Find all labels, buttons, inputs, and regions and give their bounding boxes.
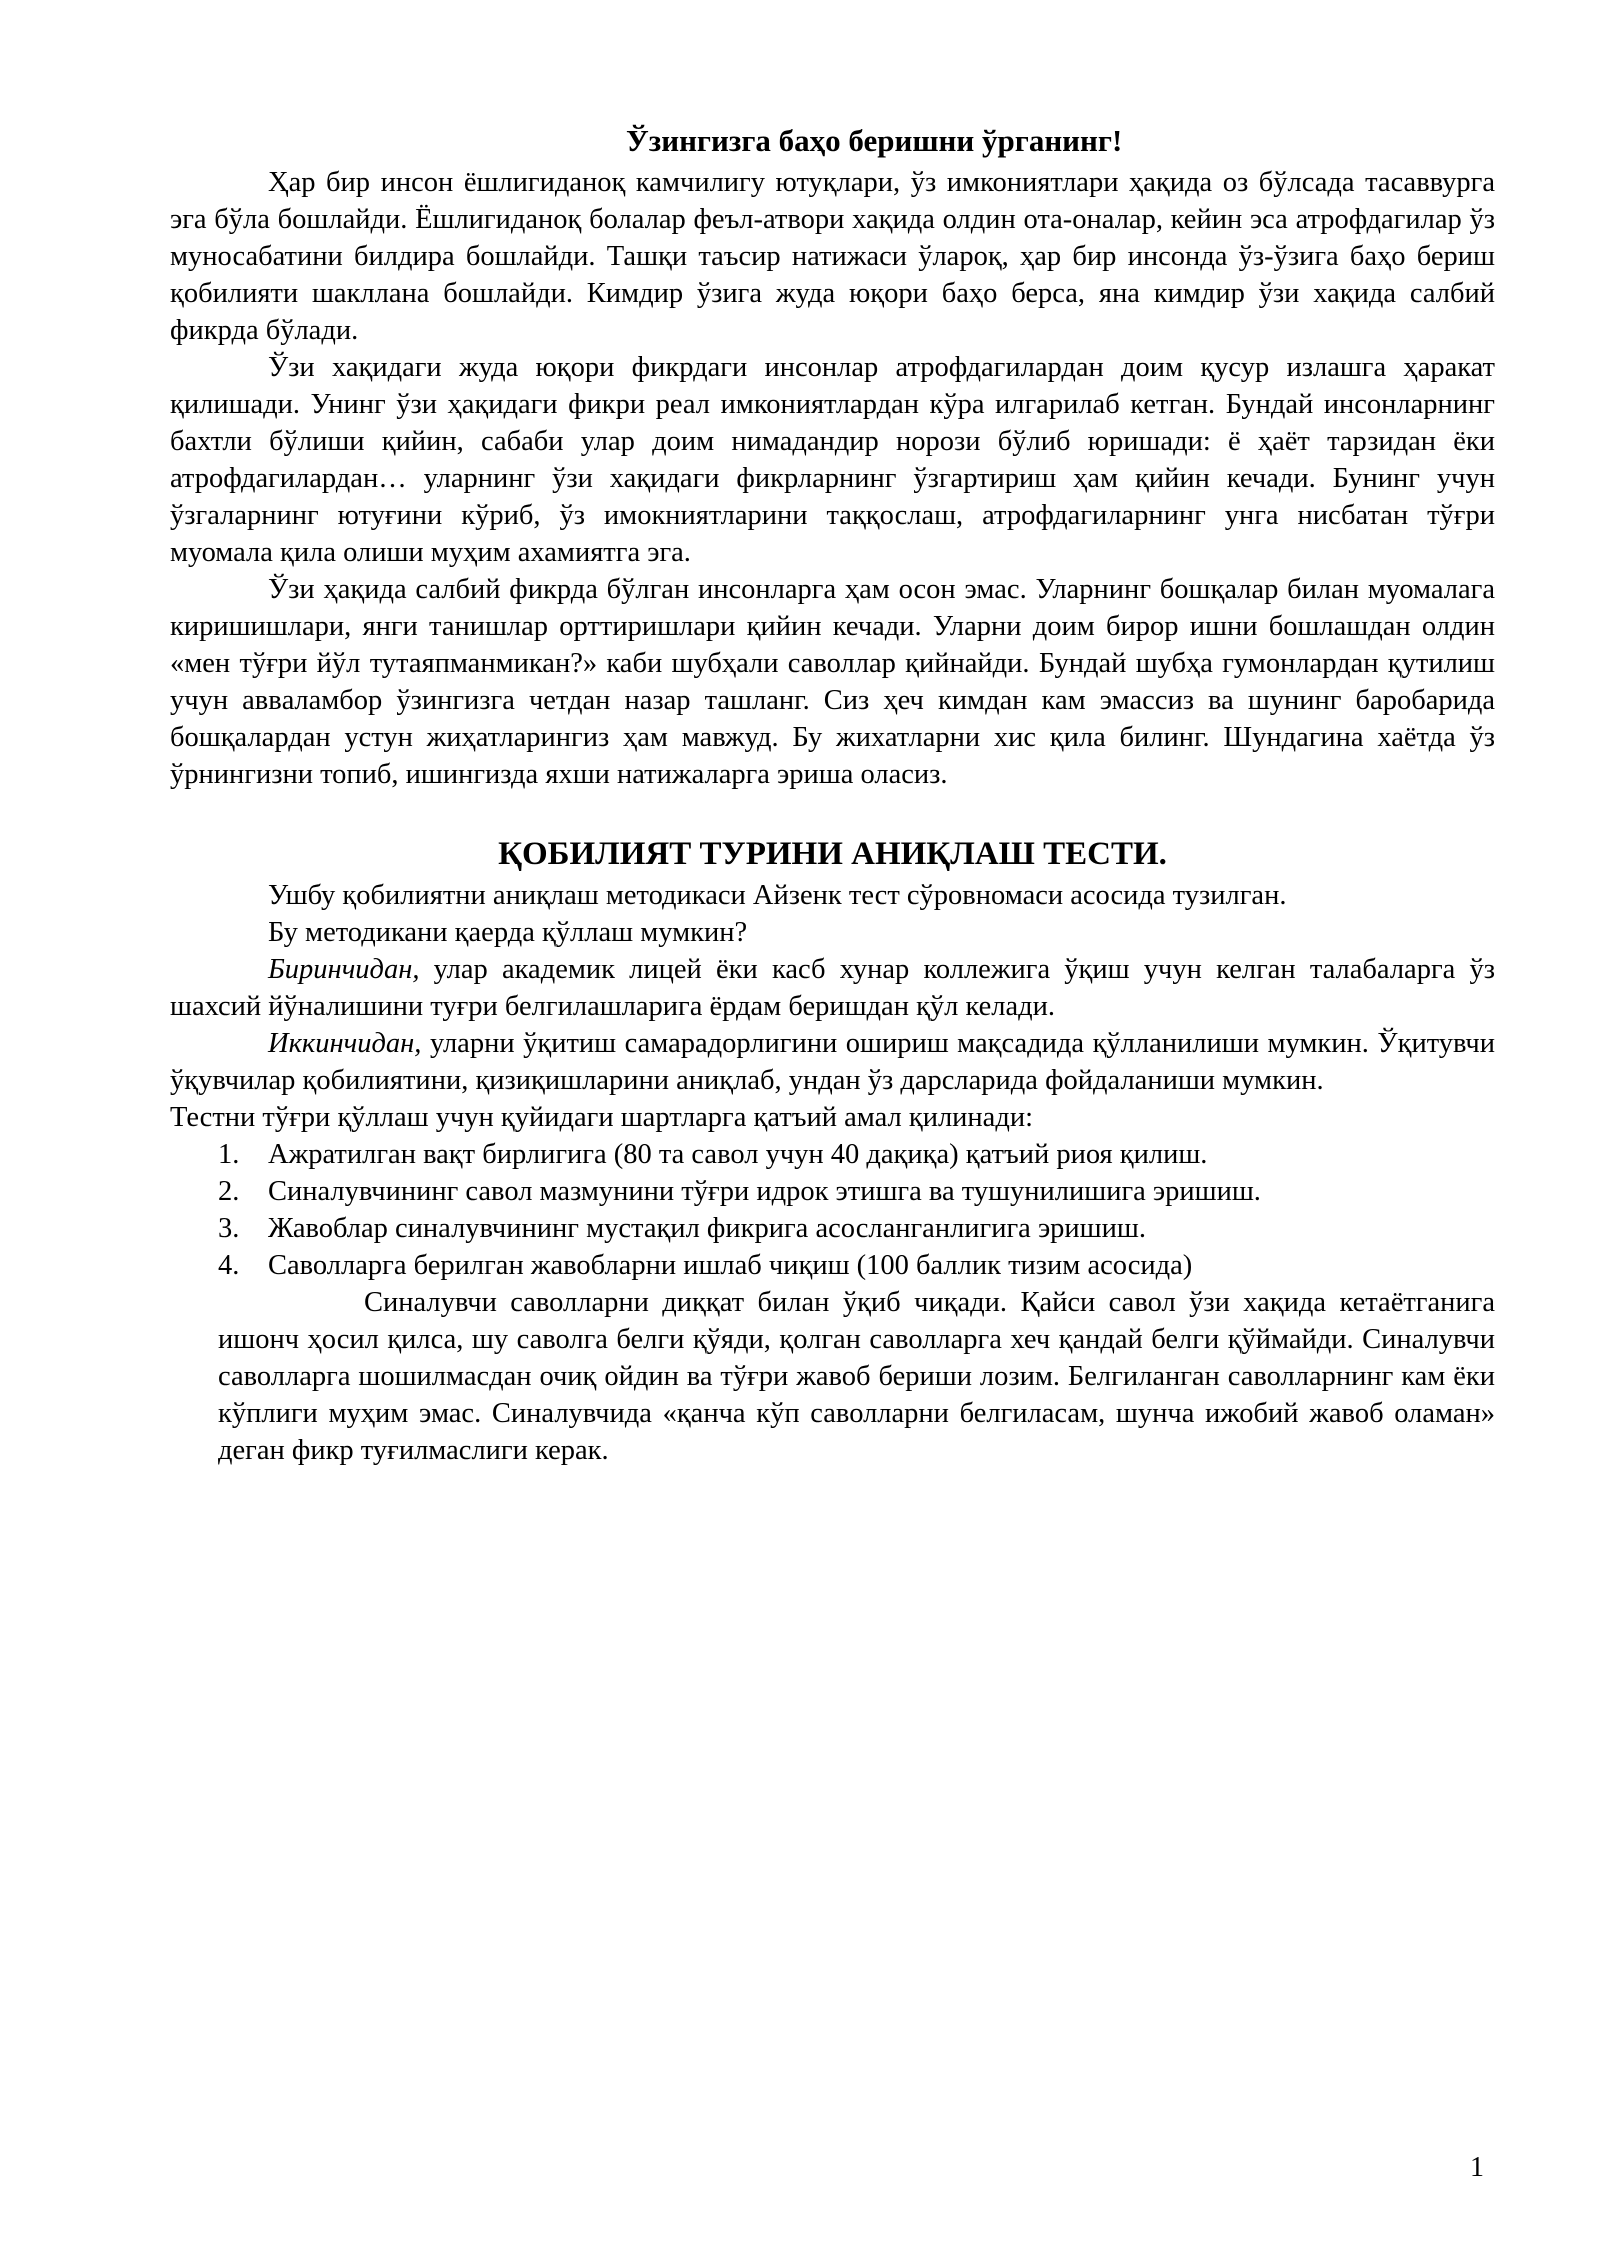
body-paragraph-1: Ҳар бир инсон ёшлигиданоқ камчилигу ютуқлари, ўз имкониятлари ҳақида оз бўлсада тасаввурга эга бўла бошлайди. Ёшлигиданоқ болалар феъл-атвори хақида олдин ота-оналар, кейин эса атрофдагилар ўз муносабатини билдира бошлайди. Ташқи таъсир натижаси ўлароқ, ҳар бир инсонда ўз-ўзига баҳо бериш қобилияти шакллана бошлайди. Кимдир ўзига жуда юқори баҳо берса, яна кимдир ўзи хақида салбий фикрда бўлади.: [170, 167, 1495, 346]
first-point-lead: Биринчидан,: [268, 954, 420, 985]
list-item-text: Синалувчининг савол мазмунини тўғри идрок этишга ва тушунилишига эришиш.: [268, 1176, 1261, 1207]
intro-line-2: Бу методикани қаерда қўллаш мумкин?: [268, 917, 748, 948]
second-point-text: уларни ўқитиш самарадорлигини ошириш мақсадида қўлланилиши мумкин. Ўқитувчи ўқувчилар қобилиятини, қизиқишларини аниқлаб, ундан ўз дарсларида фойдаланиши мумкин.: [170, 1028, 1495, 1096]
body-paragraph-3: Ўзи ҳақида салбий фикрда бўлган инсонларга ҳам осон эмас. Уларнинг бошқалар билан муомалага киришишлари, янги танишлар орттиришлари қийин кечади. Уларни доим бирор ишни бошлашдан олдин «мен тўғри йўл тутаяпманмикан?» каби шубҳали саволлар қийнайди. Бундай шубҳа гумонлардан қутилиш учун аввaламбор ўзингизга четдан назар ташланг. Сиз ҳеч кимдан кам эмассиз ва шунинг баробарида бошқалардан устун жиҳатларингиз ҳам мавжуд. Бу жихатларни хис қила билинг. Шундагина хаётда ўз ўрнингизни топиб, ишингизда яхши натижаларга эриша оласиз.: [170, 574, 1495, 790]
second-point-lead: Иккинчидан,: [268, 1028, 422, 1059]
conditions-list: [170, 1136, 1495, 1284]
conditions-heading: Тестни тўғри қўллаш учун қуйидаги шартларга қатъий амал қилинади:: [170, 1102, 1033, 1133]
list-item-text: Жавоблар синалувчининг мустақил фикрига асосланганлигига эришиш.: [268, 1213, 1146, 1244]
list-item: [170, 1173, 1495, 1210]
page-title: Ўзингизга баҳо беришни ўрганинг!: [626, 123, 1123, 158]
page-number: 1: [1470, 2152, 1484, 2183]
first-point-text: улар академик лицей ёки касб хунар коллежига ўқиш учун келган талабаларга ўз шахсий йўналишини туғри белгилашларига ёрдам беришдан қўл келади.: [170, 954, 1495, 1022]
final-paragraph: Синалувчи саволларни диққат билан ўқиб чиқади. Қайси савол ўзи хақида кетаётганига ишонч ҳосил қилса, шу саволга белги қўяди, қолган саволларга хеч қандай белги қўймайди. Синалувчи саволларга шошилмасдан очиқ ойдин ва тўғри жавоб бериши лозим. Белгиланган саволларнинг кам ёки кўплиги муҳим эмас. Синалувчида «қанча кўп саволларни белгиласам, шунча ижобий жавоб оламан» деган фикр туғилмаслиги керак.: [218, 1287, 1495, 1466]
body-paragraph-2: Ўзи хақидаги жуда юқори фикрдаги инсонлар атрофдагилардан доим қусур излашга ҳаракат қилишади. Унинг ўзи ҳақидаги фикри реал имкониятлардан кўра илгарилаб кетган. Бундай инсонларнинг бахтли бўлиши қийин, сабаби улар доим нимадандир норози бўлиб юришади: ё ҳаёт тарзидан ёки атрофдагилардан… уларнинг ўзи хақидаги фикрларнинг ўзгартириш ҳам қийин кечади. Бунинг учун ўзгаларнинг ютуғини кўриб, ўз имокниятларини таққослаш, атрофдагиларнинг унга нисбатан тўғри муомала қила олиши муҳим ахамиятга эга.: [170, 352, 1495, 568]
list-item: [170, 1247, 1495, 1284]
section-title: ҚОБИЛИЯТ ТУРИНИ АНИҚЛАШ ТЕСТИ.: [498, 836, 1167, 872]
page-content: [170, 118, 1495, 1469]
intro-line-1: Ушбу қобилиятни аниқлаш методикаси Айзенк тест сўровномаси асосида тузилган.: [268, 880, 1287, 911]
second-point-paragraph: [170, 1025, 1495, 1099]
list-item-number: 4.: [218, 1250, 240, 1281]
list-item-text: Ажратилган вақт бирлигига (80 та савол учун 40 дақиқа) қатъий риоя қилиш.: [268, 1139, 1208, 1170]
list-item-number: 2.: [218, 1176, 240, 1207]
list-item-number: 1.: [218, 1139, 240, 1170]
list-item-text: Саволларга берилган жавобларни ишлаб чиқиш (100 баллик тизим асосида): [268, 1250, 1193, 1281]
list-item: [170, 1136, 1495, 1173]
first-point-paragraph: [170, 951, 1495, 1025]
list-item-number: 3.: [218, 1213, 240, 1244]
list-item: [170, 1210, 1495, 1247]
